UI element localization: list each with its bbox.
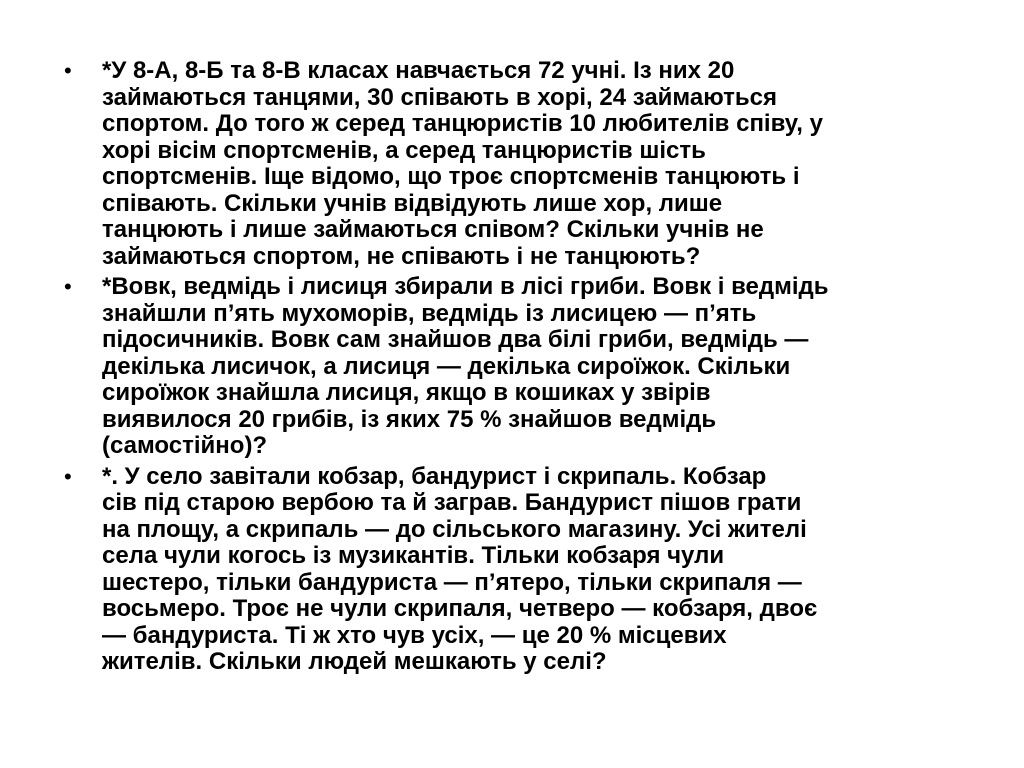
list-item bbox=[64, 274, 974, 460]
bullet-list bbox=[64, 58, 974, 680]
bullet-dot-icon: • bbox=[64, 463, 72, 489]
problem-text-1: *У 8-А, 8-Б та 8-В класах навчається 72 учні. Із них 20 займаються танцями, 30 співають в хорі, 24 займаються спортом. До того ж серед танцюристів 10 любителів співу, у хорі вісім спортсменів, а серед танцюристів шість спортсменів. Іще відомо, що троє спортсменів танцюють і співають. Скільки учнів відвідують лише хор, лише танцюють і лише займаються співом? Скільки учнів не займаються спортом, не співають і не танцюють? bbox=[102, 57, 823, 270]
problem-text-2: *Вовк, ведмідь і лисиця збирали в лісі гриби. Вовк і ведмідь знайшли п’ять мухоморів, ведмідь із лисицею — п’ять підосичників. Вовк сам знайшов два білі гриби, ведмідь — декілька лисичок, а лисиця — декілька сироїжок. Скільки сироїжок знайшла лисиця, якщо в кошиках у звірів виявилося 20 грибів, із яких 75 % знайшов ведмідь (самостійно)? bbox=[102, 273, 829, 459]
bullet-dot-icon: • bbox=[64, 274, 72, 299]
list-item bbox=[64, 464, 974, 676]
list-item bbox=[64, 58, 974, 270]
problem-text-3: *. У село завітали кобзар, бандурист і скрипаль. Кобзар сів під старою вербою та й заграв. Бандурист пішов грати на площу, а скрипаль — до сільського магазину. Усі жителі села чули когось із музикантів. Тільки кобзаря чули шестеро, тільки бандуриста — п’ятеро, тільки скрипаля — восьмеро. Троє не чули скрипаля, четверо — кобзаря, двоє — бандуриста. Ті ж хто чув усіх, — це 20 % місцевих жителів. Скільки людей мешкають у селі? bbox=[102, 462, 818, 675]
bullet-dot-icon: • bbox=[64, 58, 72, 83]
